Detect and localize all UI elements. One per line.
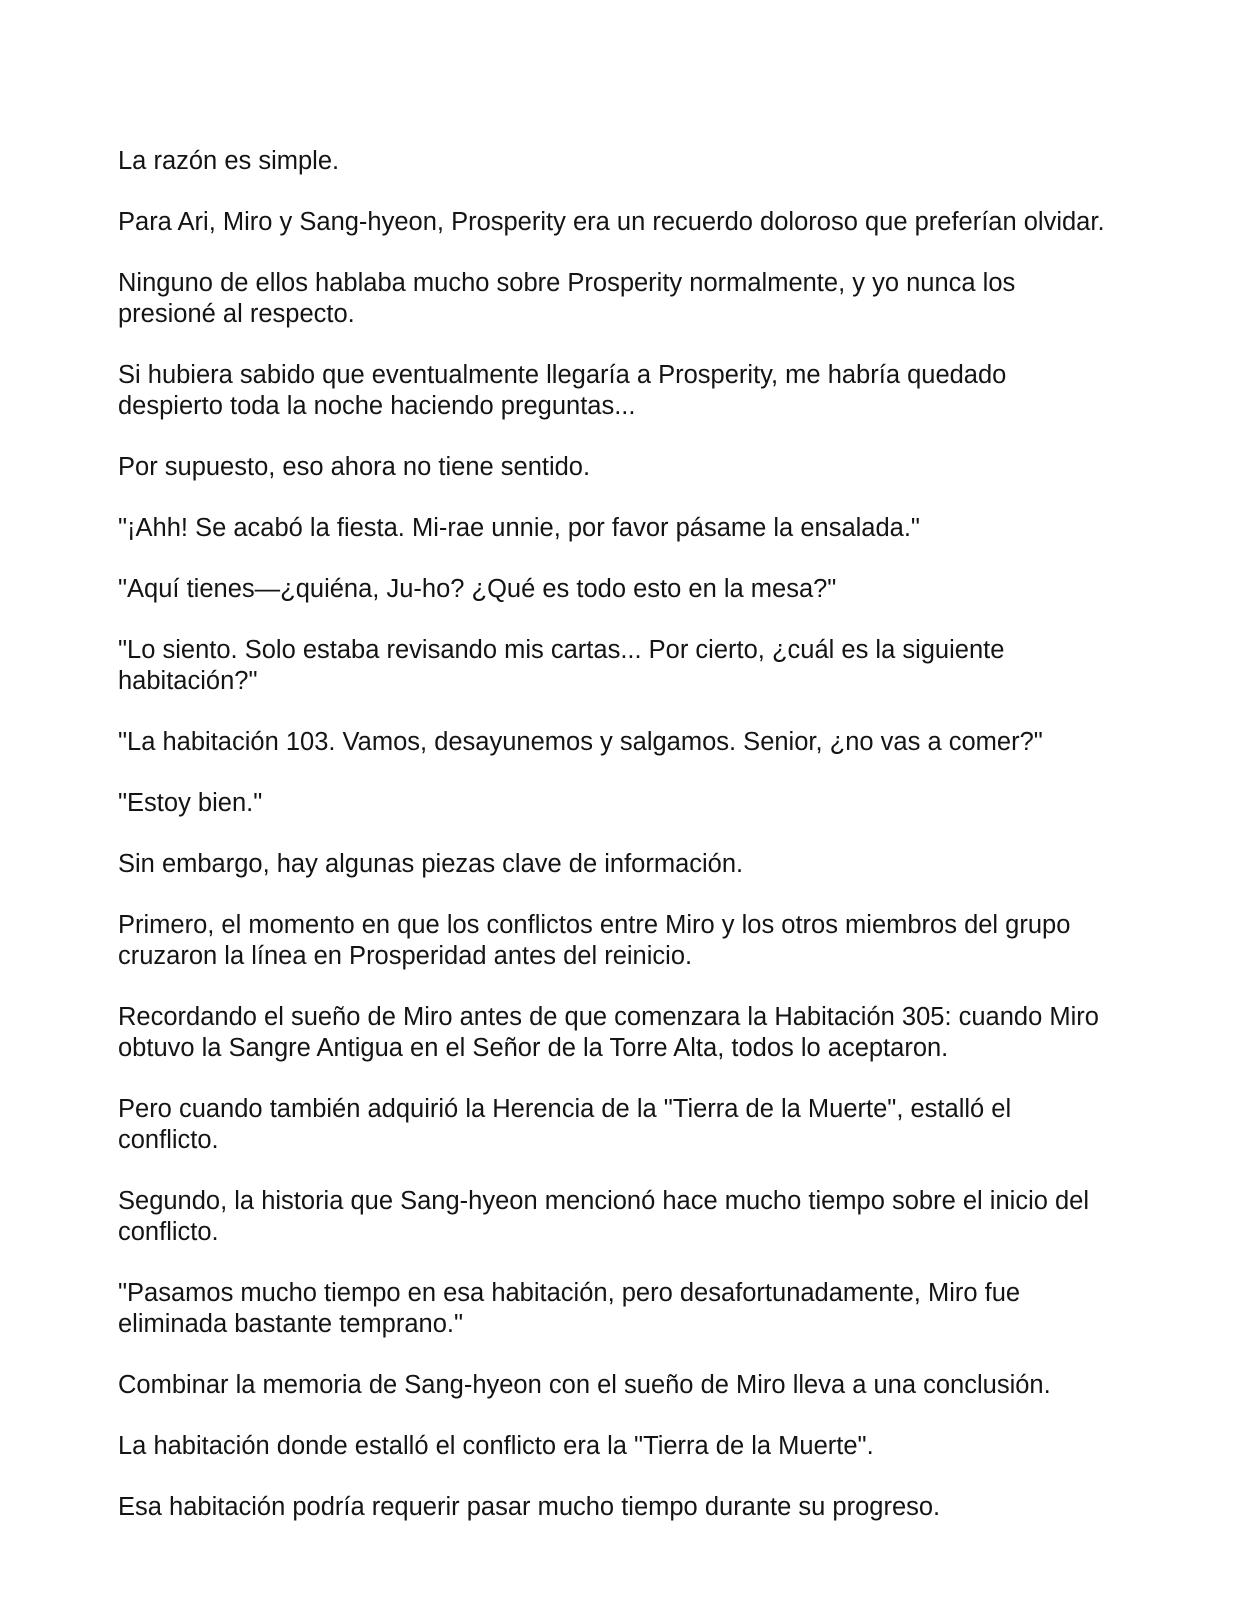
paragraph-13: Recordando el sueño de Miro antes de que comenzara la Habitación 305: cuando Miro obtuvo la Sangre Antigua en el Señor de la Torre Alta, todos lo aceptaron. [118,1003,1099,1062]
document-body [118,146,1118,1553]
paragraph-11: Sin embargo, hay algunas piezas clave de información. [118,850,744,878]
paragraph-10: "Estoy bien." [118,789,263,817]
paragraph-5: Por supuesto, eso ahora no tiene sentido. [118,453,591,481]
paragraph-1: La razón es simple. [118,147,340,175]
paragraph-3: Ninguno de ellos hablaba mucho sobre Prosperity normalmente, y yo nunca los presioné al respecto. [118,269,1016,328]
paragraph-17: Combinar la memoria de Sang-hyeon con el sueño de Miro lleva a una conclusión. [118,1371,1051,1399]
paragraph-4: Si hubiera sabido que eventualmente llegaría a Prosperity, me habría quedado despierto toda la noche haciendo preguntas... [118,361,1007,420]
paragraph-6: "¡Ahh! Se acabó la fiesta. Mi-rae unnie, por favor pásame la ensalada." [118,514,920,542]
paragraph-7: "Aquí tienes—¿quiéna, Ju-ho? ¿Qué es todo esto en la mesa?" [118,575,837,603]
paragraph-16: "Pasamos mucho tiempo en esa habitación, pero desafortunadamente, Miro fue eliminada bastante temprano." [118,1279,1021,1338]
paragraph-15: Segundo, la historia que Sang-hyeon mencionó hace mucho tiempo sobre el inicio del conflicto. [118,1187,1090,1246]
paragraph-19: Esa habitación podría requerir pasar mucho tiempo durante su progreso. [118,1493,941,1521]
paragraph-14: Pero cuando también adquirió la Herencia de la "Tierra de la Muerte", estalló el conflicto. [118,1095,1012,1154]
paragraph-8: "Lo siento. Solo estaba revisando mis cartas... Por cierto, ¿cuál es la siguiente habitación?" [118,636,1005,695]
paragraph-18: La habitación donde estalló el conflicto era la "Tierra de la Muerte". [118,1432,874,1460]
paragraph-2: Para Ari, Miro y Sang-hyeon, Prosperity era un recuerdo doloroso que preferían olvidar. [118,208,1105,236]
paragraph-9: "La habitación 103. Vamos, desayunemos y salgamos. Senior, ¿no vas a comer?" [118,728,1043,756]
paragraph-12: Primero, el momento en que los conflictos entre Miro y los otros miembros del grupo cruzaron la línea en Prosperidad antes del reinicio. [118,911,1071,970]
